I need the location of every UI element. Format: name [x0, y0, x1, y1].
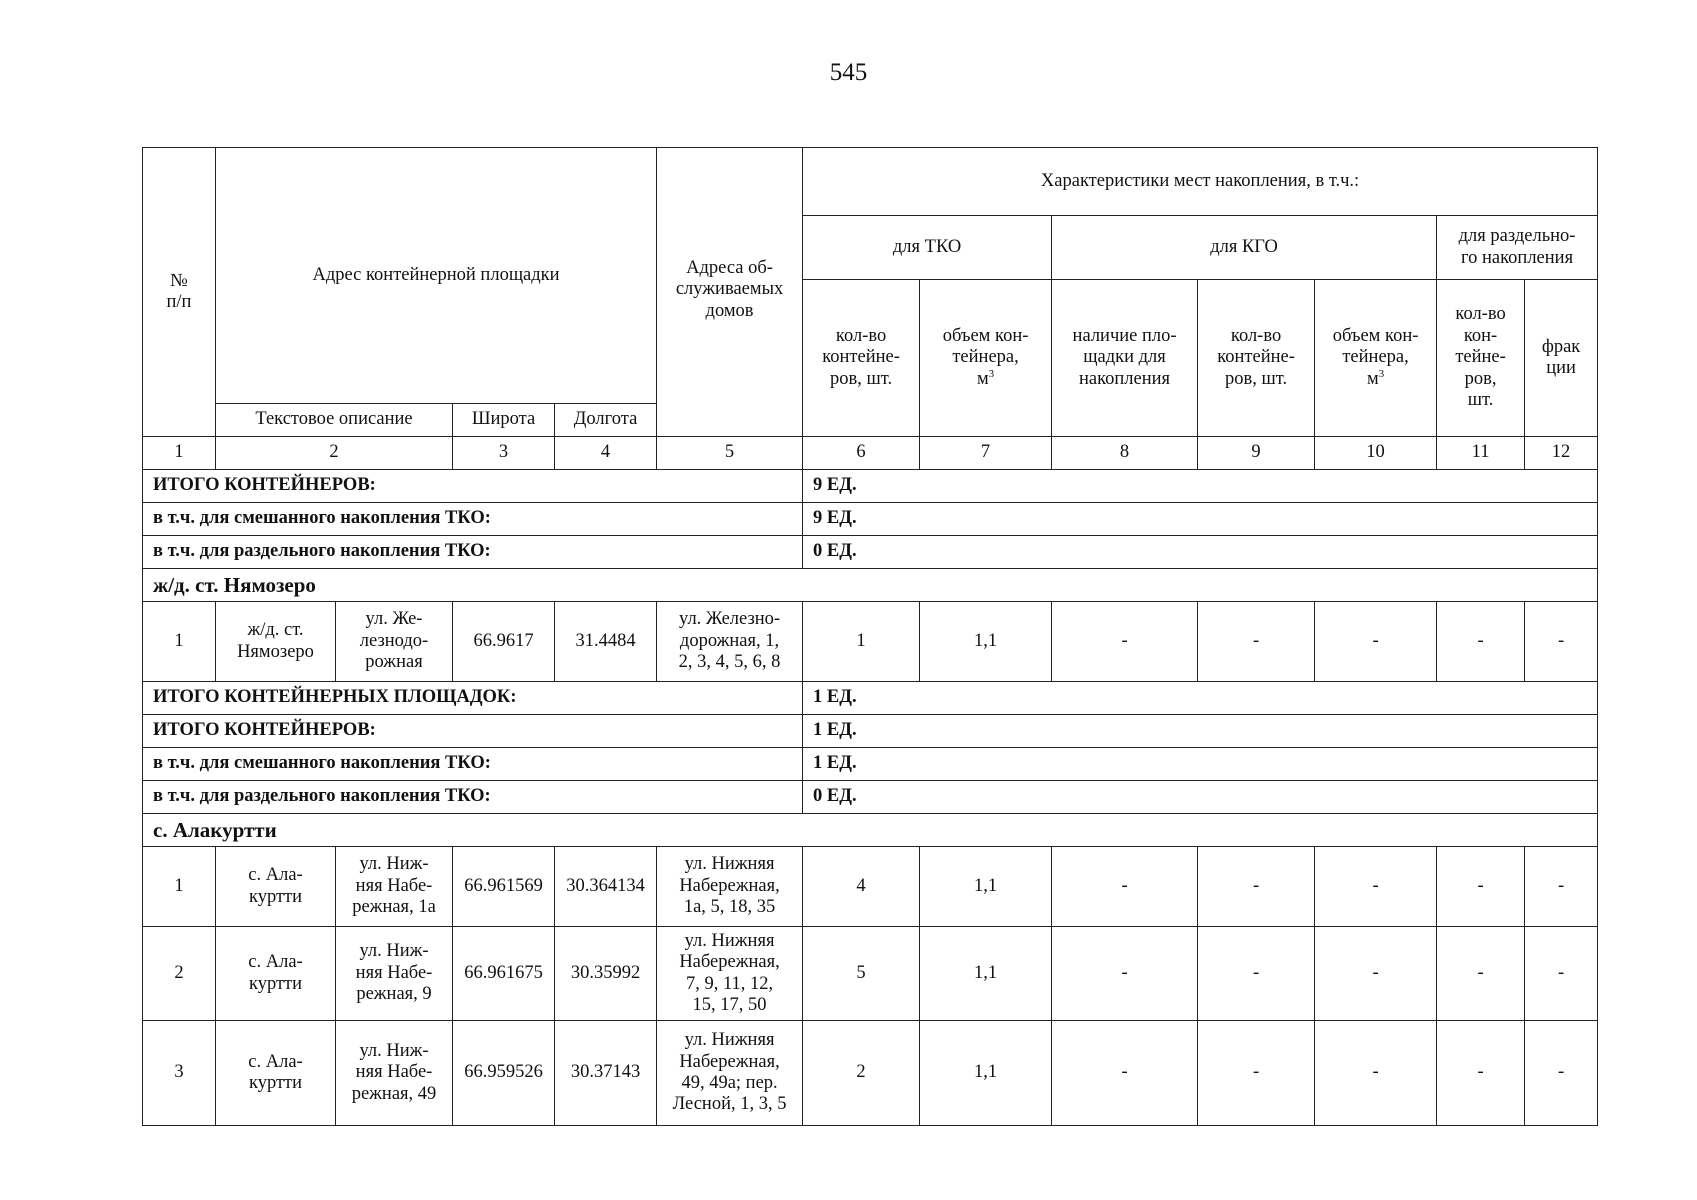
column-number: 12 [1525, 437, 1598, 470]
cell-street: ул. Же- лезнодо- рожная [336, 602, 453, 682]
cell-place: с. Ала- куртти [216, 927, 336, 1021]
column-number-row [143, 437, 1598, 470]
header-separate: для раздельно- го накопления [1437, 216, 1598, 280]
column-number: 2 [216, 437, 453, 470]
column-number: 5 [657, 437, 803, 470]
cell-number: 1 [143, 847, 216, 927]
cell-latitude: 66.9617 [453, 602, 555, 682]
header-tko-volume: объем кон- тейнера, $м^3$ [920, 280, 1052, 437]
cell-number: 3 [143, 1021, 216, 1126]
header-address-group: Адрес контейнерной площадки [216, 148, 657, 404]
cell-kgo-count: - [1198, 1021, 1315, 1126]
header-fractions: фрак ции [1525, 280, 1598, 437]
summary-label: ИТОГО КОНТЕЙНЕРНЫХ ПЛОЩАДОК: [143, 682, 803, 715]
summary-row [143, 536, 1598, 569]
cell-tko-volume: 1,1 [920, 927, 1052, 1021]
summary-row [143, 503, 1598, 536]
summary-row [143, 470, 1598, 503]
cell-tko-count: 1 [803, 602, 920, 682]
cell-street: ул. Ниж- няя Набе- режная, 1а [336, 847, 453, 927]
cell-place: с. Ала- куртти [216, 847, 336, 927]
summary-label: в т.ч. для раздельного накопления ТКО: [143, 781, 803, 814]
cell-tko-count: 5 [803, 927, 920, 1021]
cell-longitude: 30.364134 [555, 847, 657, 927]
table-row [143, 927, 1598, 1021]
cell-fractions: - [1525, 927, 1598, 1021]
cell-tko-volume: 1,1 [920, 602, 1052, 682]
cell-kgo-volume: - [1315, 1021, 1437, 1126]
summary-label: в т.ч. для смешанного накопления ТКО: [143, 503, 803, 536]
column-number: 11 [1437, 437, 1525, 470]
cell-number: 2 [143, 927, 216, 1021]
cell-kgo-volume: - [1315, 847, 1437, 927]
table-header [143, 148, 1598, 470]
cell-kgo-site: - [1052, 602, 1198, 682]
summary-value: 1 ЕД. [803, 682, 1598, 715]
cell-kgo-count: - [1198, 602, 1315, 682]
cell-tko-volume: 1,1 [920, 1021, 1052, 1126]
cell-kgo-site: - [1052, 927, 1198, 1021]
column-number: 4 [555, 437, 657, 470]
page-number: 545 [829, 59, 868, 86]
cell-longitude: 31.4484 [555, 602, 657, 682]
column-number: 3 [453, 437, 555, 470]
cell-kgo-count: - [1198, 927, 1315, 1021]
table-body [143, 470, 1598, 1126]
header-tko: для ТКО [803, 216, 1052, 280]
summary-row [143, 781, 1598, 814]
cell-tko-count: 2 [803, 1021, 920, 1126]
cell-longitude: 30.37143 [555, 1021, 657, 1126]
locality-row [143, 569, 1598, 602]
column-number: 9 [1198, 437, 1315, 470]
cell-served-houses: ул. Нижняя Набережная, 1а, 5, 18, 35 [657, 847, 803, 927]
container-sites-table [142, 147, 1598, 1126]
header-kgo-volume: объем кон- тейнера, $м^3$ [1315, 280, 1437, 437]
header-kgo-count: кол-во контейне- ров, шт. [1198, 280, 1315, 437]
cell-latitude: 66.959526 [453, 1021, 555, 1126]
cell-separate-count: - [1437, 1021, 1525, 1126]
summary-value: 1 ЕД. [803, 715, 1598, 748]
table-row [143, 1021, 1598, 1126]
cell-kgo-site: - [1052, 1021, 1198, 1126]
header-tko-count: кол-во контейне- ров, шт. [803, 280, 920, 437]
cell-served-houses: ул. Железно- дорожная, 1, 2, 3, 4, 5, 6, 8 [657, 602, 803, 682]
header-number: № п/п [143, 148, 216, 437]
header-text-description: Текстовое описание [216, 404, 453, 437]
cell-separate-count: - [1437, 602, 1525, 682]
summary-label: в т.ч. для смешанного накопления ТКО: [143, 748, 803, 781]
locality-name: с. Алакуртти [143, 814, 1598, 847]
cell-latitude: 66.961675 [453, 927, 555, 1021]
cell-tko-count: 4 [803, 847, 920, 927]
summary-label: ИТОГО КОНТЕЙНЕРОВ: [143, 715, 803, 748]
cell-separate-count: - [1437, 847, 1525, 927]
header-separate-count: кол-во кон- тейне- ров, шт. [1437, 280, 1525, 437]
cell-number: 1 [143, 602, 216, 682]
cell-longitude: 30.35992 [555, 927, 657, 1021]
cell-kgo-count: - [1198, 847, 1315, 927]
locality-name: ж/д. ст. Нямозеро [143, 569, 1598, 602]
cell-street: ул. Ниж- няя Набе- режная, 49 [336, 1021, 453, 1126]
summary-label: в т.ч. для раздельного накопления ТКО: [143, 536, 803, 569]
cell-separate-count: - [1437, 927, 1525, 1021]
header-characteristics: Характеристики мест накопления, в т.ч.: [803, 148, 1598, 216]
summary-row [143, 715, 1598, 748]
cell-fractions: - [1525, 602, 1598, 682]
column-number: 10 [1315, 437, 1437, 470]
header-latitude: Широта [453, 404, 555, 437]
cell-kgo-volume: - [1315, 602, 1437, 682]
summary-value: 1 ЕД. [803, 748, 1598, 781]
header-kgo: для КГО [1052, 216, 1437, 280]
cell-street: ул. Ниж- няя Набе- режная, 9 [336, 927, 453, 1021]
summary-value: 9 ЕД. [803, 470, 1598, 503]
summary-value: 0 ЕД. [803, 536, 1598, 569]
locality-row [143, 814, 1598, 847]
table-row [143, 847, 1598, 927]
cell-latitude: 66.961569 [453, 847, 555, 927]
cell-served-houses: ул. Нижняя Набережная, 7, 9, 11, 12, 15, 17, 50 [657, 927, 803, 1021]
cell-tko-volume: 1,1 [920, 847, 1052, 927]
cell-fractions: - [1525, 847, 1598, 927]
summary-value: 0 ЕД. [803, 781, 1598, 814]
cell-fractions: - [1525, 1021, 1598, 1126]
table-row [143, 602, 1598, 682]
cell-served-houses: ул. Нижняя Набережная, 49, 49а; пер. Лесной, 1, 3, 5 [657, 1021, 803, 1126]
column-number: 7 [920, 437, 1052, 470]
summary-label: ИТОГО КОНТЕЙНЕРОВ: [143, 470, 803, 503]
column-number: 8 [1052, 437, 1198, 470]
header-kgo-site: наличие пло- щадки для накопления [1052, 280, 1198, 437]
cell-kgo-volume: - [1315, 927, 1437, 1021]
cell-place: с. Ала- куртти [216, 1021, 336, 1126]
summary-value: 9 ЕД. [803, 503, 1598, 536]
column-number: 1 [143, 437, 216, 470]
summary-row [143, 748, 1598, 781]
header-longitude: Долгота [555, 404, 657, 437]
header-served-houses: Адреса об- служиваемых домов [657, 148, 803, 437]
column-number: 6 [803, 437, 920, 470]
summary-row [143, 682, 1598, 715]
cell-kgo-site: - [1052, 847, 1198, 927]
cell-place: ж/д. ст. Нямозеро [216, 602, 336, 682]
